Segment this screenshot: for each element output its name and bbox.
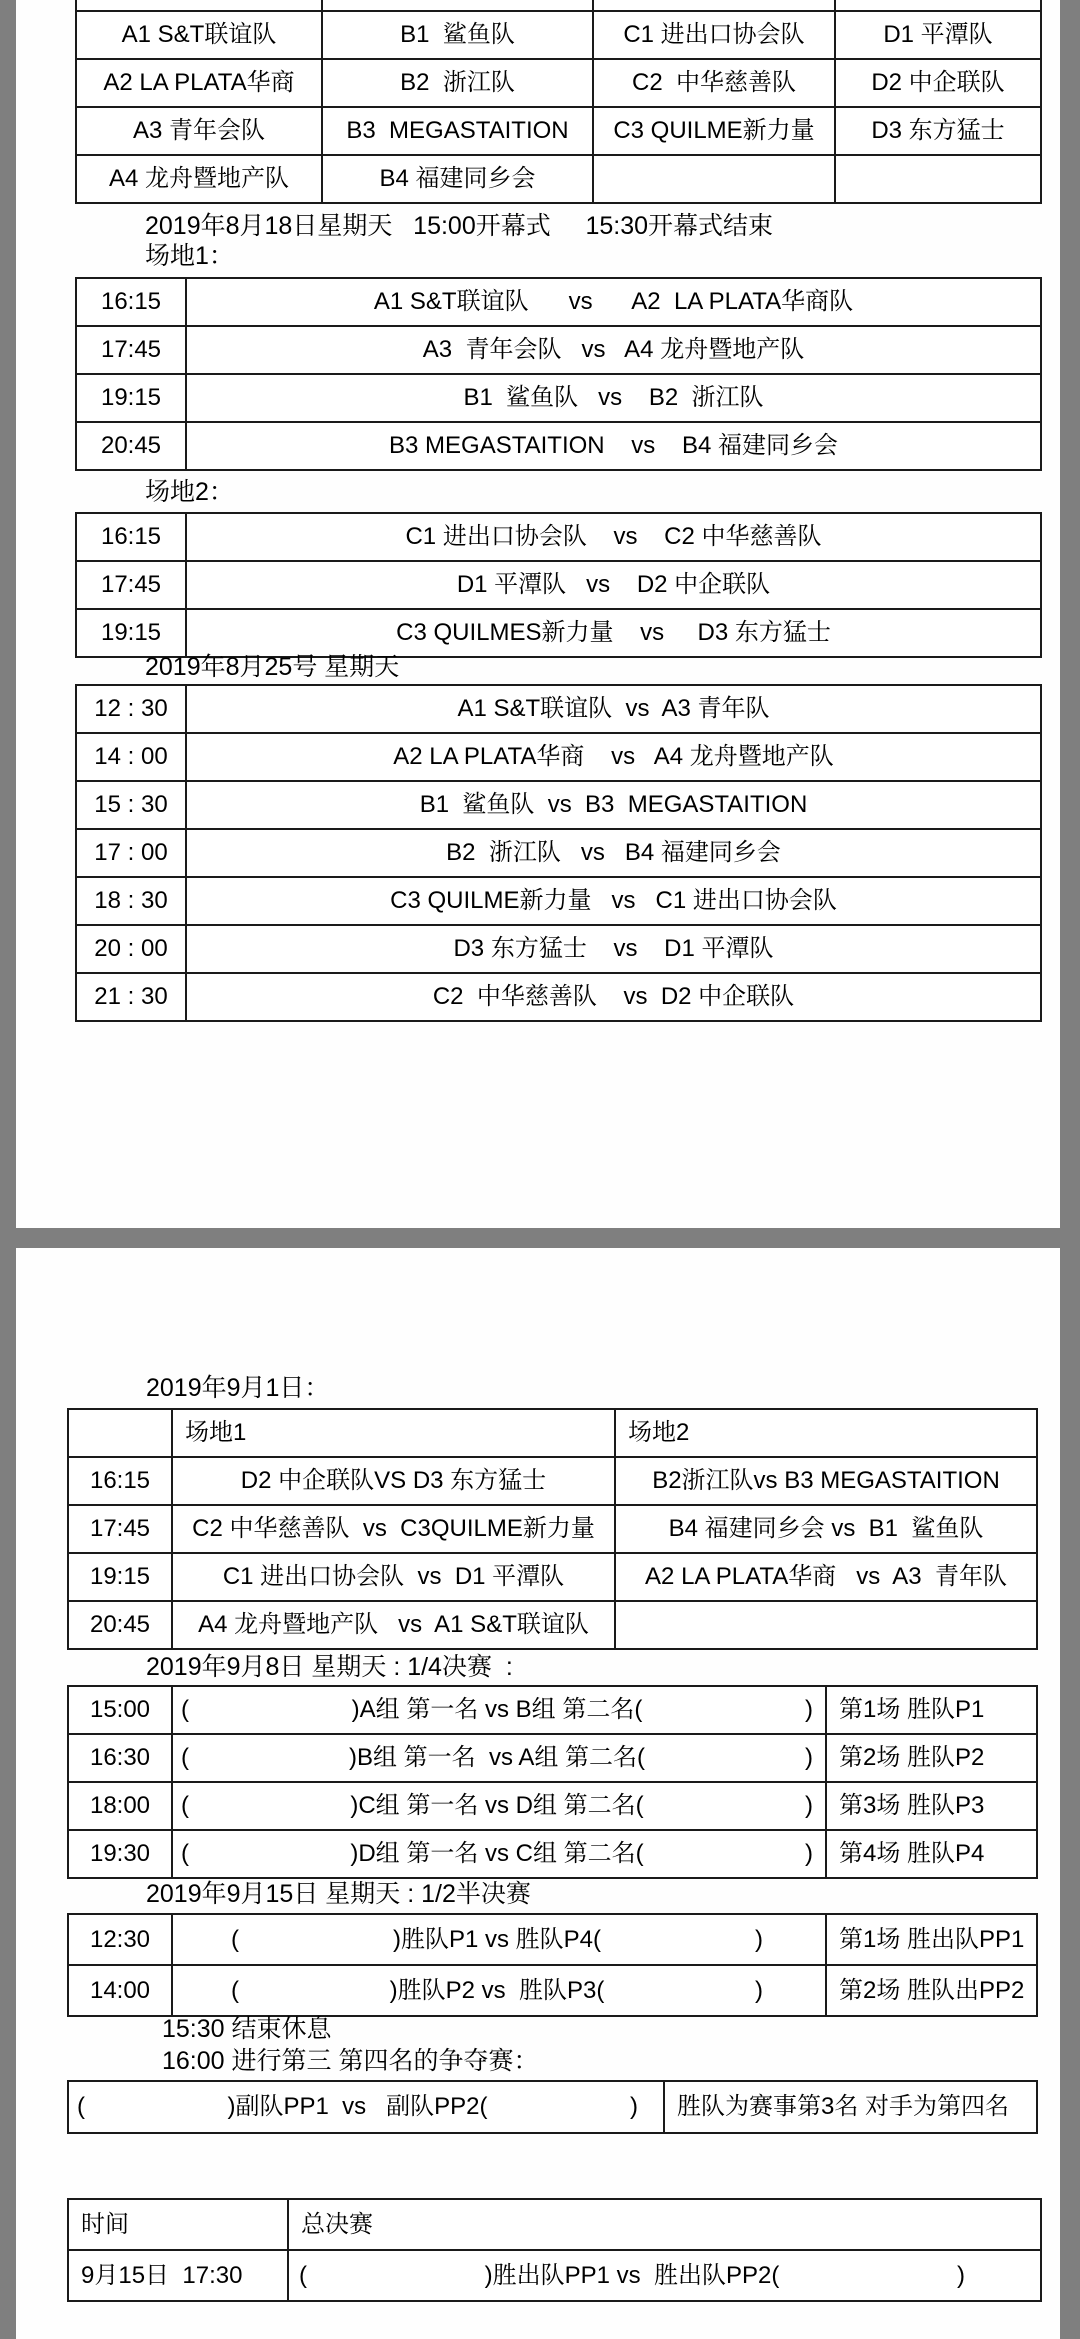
result-cell: 第1场 胜出队PP1 bbox=[826, 1914, 1037, 1965]
match-cell: C3 QUILMES新力量 vs D3 东方猛士 bbox=[186, 609, 1041, 657]
final-column-header: 总决赛 bbox=[288, 2199, 1041, 2250]
match-row bbox=[76, 829, 1041, 877]
match-text: )胜出队PP1 vs 胜出队PP2( bbox=[484, 2261, 780, 2289]
team-cell: A4 龙舟暨地产队 bbox=[76, 155, 322, 203]
match-row bbox=[76, 781, 1041, 829]
match-text: )副队PP1 vs 副队PP2( bbox=[227, 2093, 488, 2121]
match-row bbox=[76, 877, 1041, 925]
sep1-table bbox=[67, 1408, 1038, 1650]
match-row bbox=[76, 925, 1041, 973]
time-cell: 18:00 bbox=[68, 1782, 172, 1830]
match-row bbox=[68, 1601, 1037, 1649]
team-cell: B2 浙江队 bbox=[322, 59, 593, 107]
venue-header-row bbox=[68, 1409, 1037, 1457]
aug25-table bbox=[75, 684, 1042, 1022]
time-cell: 16:15 bbox=[76, 513, 186, 561]
time-cell: 20:45 bbox=[76, 422, 186, 470]
match-cell: D2 中企联队VS D3 东方猛士 bbox=[172, 1457, 615, 1505]
time-cell: 19:15 bbox=[68, 1553, 172, 1601]
match-cell bbox=[288, 2250, 1041, 2301]
group-row bbox=[76, 11, 1041, 59]
match-cell: C2 中华慈善队 vs C3QUILME新力量 bbox=[172, 1505, 615, 1553]
team-cell: A3 青年会队 bbox=[76, 107, 322, 155]
match-text: )胜队P2 vs 胜队P3( bbox=[389, 1976, 605, 2004]
open-paren: ( bbox=[231, 1976, 239, 2004]
close-paren: ) bbox=[755, 1925, 763, 1953]
open-paren: ( bbox=[299, 2261, 307, 2289]
match-cell: D3 东方猛士 vs D1 平潭队 bbox=[186, 925, 1041, 973]
match-cell: B1 鲨鱼队 vs B3 MEGASTAITION bbox=[186, 781, 1041, 829]
time-cell: 20 : 00 bbox=[76, 925, 186, 973]
time-cell: 17:45 bbox=[76, 561, 186, 609]
time-cell: 21 : 30 bbox=[76, 973, 186, 1021]
sep1-header: 2019年9月1日： bbox=[146, 1374, 330, 1402]
match-text: )D组 第一名 vs C组 第二名( bbox=[350, 1840, 644, 1868]
time-cell: 15 : 30 bbox=[76, 781, 186, 829]
team-cell: D2 中企联队 bbox=[835, 59, 1041, 107]
match-text: )C组 第一名 vs D组 第二名( bbox=[350, 1792, 644, 1820]
open-paren: ( bbox=[181, 1840, 189, 1868]
final-table bbox=[67, 2198, 1042, 2302]
match-cell: C1 进出口协会队 vs D1 平潭队 bbox=[172, 1553, 615, 1601]
match-row bbox=[68, 1457, 1037, 1505]
venue2-column-header: 场地2 bbox=[615, 1409, 1037, 1457]
match-cell bbox=[172, 1830, 826, 1878]
match-text: )胜队P1 vs 胜队P4( bbox=[392, 1925, 602, 1953]
table-cell bbox=[835, 0, 1041, 11]
match-cell: B2浙江队vs B3 MEGASTAITION bbox=[615, 1457, 1037, 1505]
team-cell: A2 LA PLATA华商 bbox=[76, 59, 322, 107]
match-cell: B2 浙江队 vs B4 福建同乡会 bbox=[186, 829, 1041, 877]
quarterfinal-header: 2019年9月8日 星期天 : 1/4决赛 : bbox=[146, 1653, 513, 1681]
match-cell bbox=[172, 1965, 826, 2016]
team-cell: B4 福建同乡会 bbox=[322, 155, 593, 203]
page-2 bbox=[16, 1248, 1060, 2339]
match-row bbox=[76, 609, 1041, 657]
match-row bbox=[76, 685, 1041, 733]
time-cell: 19:30 bbox=[68, 1830, 172, 1878]
open-paren: ( bbox=[181, 1744, 189, 1772]
page-1 bbox=[16, 0, 1060, 1228]
result-cell: 第2场 胜队出PP2 bbox=[826, 1965, 1037, 2016]
venue1-column-header: 场地1 bbox=[172, 1409, 615, 1457]
result-cell: 第1场 胜队P1 bbox=[826, 1686, 1037, 1734]
team-cell: B1 鲨鱼队 bbox=[322, 11, 593, 59]
final-header-row bbox=[68, 2199, 1041, 2250]
result-cell: 第4场 胜队P4 bbox=[826, 1830, 1037, 1878]
match-row bbox=[76, 513, 1041, 561]
match-row bbox=[76, 422, 1041, 470]
match-cell: A2 LA PLATA华商 vs A4 龙舟暨地产队 bbox=[186, 733, 1041, 781]
close-paren: ) bbox=[957, 2261, 965, 2289]
close-paren: ) bbox=[804, 1696, 813, 1724]
match-cell: A1 S&T联谊队 vs A2 LA PLATA华商队 bbox=[186, 278, 1041, 326]
semifinal-header: 2019年9月15日 星期天 : 1/2半决赛 bbox=[146, 1880, 531, 1908]
time-cell: 16:15 bbox=[76, 278, 186, 326]
match-row bbox=[68, 2250, 1041, 2301]
group-row bbox=[76, 155, 1041, 203]
venue2-table bbox=[75, 512, 1042, 658]
time-cell: 19:15 bbox=[76, 609, 186, 657]
result-cell: 胜队为赛事第3名 对手为第四名 bbox=[664, 2081, 1037, 2133]
break-line-1: 15:30 结束休息 bbox=[162, 2015, 332, 2043]
team-cell: D1 平潭队 bbox=[835, 11, 1041, 59]
team-cell: C2 中华慈善队 bbox=[593, 59, 835, 107]
team-cell: C1 进出口协会队 bbox=[593, 11, 835, 59]
close-paren: ) bbox=[754, 1976, 763, 2004]
time-cell: 17:45 bbox=[76, 326, 186, 374]
match-cell: A4 龙舟暨地产队 vs A1 S&T联谊队 bbox=[172, 1601, 615, 1649]
match-row bbox=[76, 733, 1041, 781]
group-row bbox=[76, 107, 1041, 155]
match-row bbox=[76, 374, 1041, 422]
group-header-row-cut bbox=[76, 0, 1041, 11]
match-cell bbox=[172, 1686, 826, 1734]
time-cell: 20:45 bbox=[68, 1601, 172, 1649]
match-row bbox=[76, 278, 1041, 326]
semifinal-table bbox=[67, 1913, 1038, 2017]
group-row bbox=[76, 59, 1041, 107]
match-cell bbox=[68, 2081, 664, 2133]
match-cell: B4 福建同乡会 vs B1 鲨鱼队 bbox=[615, 1505, 1037, 1553]
match-row bbox=[68, 1686, 1037, 1734]
match-cell: B1 鲨鱼队 vs B2 浙江队 bbox=[186, 374, 1041, 422]
match-cell: C1 进出口协会队 vs C2 中华慈善队 bbox=[186, 513, 1041, 561]
venue2-label: 场地2： bbox=[145, 478, 234, 506]
time-cell: 16:30 bbox=[68, 1734, 172, 1782]
time-cell: 14 : 00 bbox=[76, 733, 186, 781]
close-paren: ) bbox=[804, 1744, 813, 1772]
team-cell: D3 东方猛士 bbox=[835, 107, 1041, 155]
match-row bbox=[68, 2081, 1037, 2133]
time-cell: 9月15日 17:30 bbox=[68, 2250, 288, 2301]
table-cell bbox=[76, 0, 322, 11]
match-row bbox=[68, 1914, 1037, 1965]
group-table bbox=[75, 0, 1042, 204]
close-paren: ) bbox=[630, 2093, 638, 2121]
team-cell: B3 MEGASTAITION bbox=[322, 107, 593, 155]
time-cell: 15:00 bbox=[68, 1686, 172, 1734]
venue1-table bbox=[75, 277, 1042, 471]
match-row bbox=[68, 1553, 1037, 1601]
match-cell bbox=[172, 1914, 826, 1965]
match-row bbox=[76, 326, 1041, 374]
time-cell: 19:15 bbox=[76, 374, 186, 422]
open-paren: ( bbox=[231, 1925, 239, 1953]
opening-ceremony-line: 2019年8月18日星期天 15:00开幕式 15:30开幕式结束 bbox=[145, 212, 774, 240]
result-cell: 第3场 胜队P3 bbox=[826, 1782, 1037, 1830]
time-cell: 17 : 00 bbox=[76, 829, 186, 877]
close-paren: ) bbox=[804, 1840, 813, 1868]
match-row bbox=[68, 1505, 1037, 1553]
match-cell bbox=[172, 1734, 826, 1782]
match-cell: B3 MEGASTAITION vs B4 福建同乡会 bbox=[186, 422, 1041, 470]
open-paren: ( bbox=[181, 1792, 189, 1820]
match-row bbox=[68, 1734, 1037, 1782]
match-cell: A2 LA PLATA华商 vs A3 青年队 bbox=[615, 1553, 1037, 1601]
open-paren: ( bbox=[181, 1696, 189, 1724]
match-cell: A1 S&T联谊队 vs A3 青年队 bbox=[186, 685, 1041, 733]
break-line-2: 16:00 进行第三 第四名的争夺赛： bbox=[162, 2047, 539, 2075]
match-row bbox=[76, 561, 1041, 609]
result-cell: 第2场 胜队P2 bbox=[826, 1734, 1037, 1782]
match-cell: C2 中华慈善队 vs D2 中企联队 bbox=[186, 973, 1041, 1021]
match-cell: A3 青年会队 vs A4 龙舟暨地产队 bbox=[186, 326, 1041, 374]
time-cell: 14:00 bbox=[68, 1965, 172, 2016]
table-cell bbox=[322, 0, 593, 11]
time-cell: 12:30 bbox=[68, 1914, 172, 1965]
team-cell: C3 QUILME新力量 bbox=[593, 107, 835, 155]
match-row bbox=[68, 1965, 1037, 2016]
match-cell bbox=[172, 1782, 826, 1830]
time-cell: 16:15 bbox=[68, 1457, 172, 1505]
time-cell: 12 : 30 bbox=[76, 685, 186, 733]
match-cell: D1 平潭队 vs D2 中企联队 bbox=[186, 561, 1041, 609]
table-cell bbox=[68, 1409, 172, 1457]
team-cell: A1 S&T联谊队 bbox=[76, 11, 322, 59]
time-cell: 17:45 bbox=[68, 1505, 172, 1553]
match-text: )A组 第一名 vs B组 第二名( bbox=[351, 1696, 643, 1724]
match-row bbox=[68, 1782, 1037, 1830]
aug25-header: 2019年8月25号 星期天 bbox=[145, 653, 400, 681]
time-cell: 18 : 30 bbox=[76, 877, 186, 925]
open-paren: ( bbox=[77, 2093, 85, 2121]
match-cell bbox=[615, 1601, 1037, 1649]
match-cell: C3 QUILME新力量 vs C1 进出口协会队 bbox=[186, 877, 1041, 925]
time-column-header: 时间 bbox=[68, 2199, 288, 2250]
team-cell bbox=[835, 155, 1041, 203]
third-place-table bbox=[67, 2080, 1038, 2134]
match-row bbox=[76, 973, 1041, 1021]
team-cell bbox=[593, 155, 835, 203]
quarterfinal-table bbox=[67, 1685, 1038, 1879]
venue1-label: 场地1： bbox=[145, 242, 234, 270]
match-row bbox=[68, 1830, 1037, 1878]
match-text: )B组 第一名 vs A组 第二名( bbox=[348, 1744, 645, 1772]
table-cell bbox=[593, 0, 835, 11]
close-paren: ) bbox=[804, 1792, 813, 1820]
